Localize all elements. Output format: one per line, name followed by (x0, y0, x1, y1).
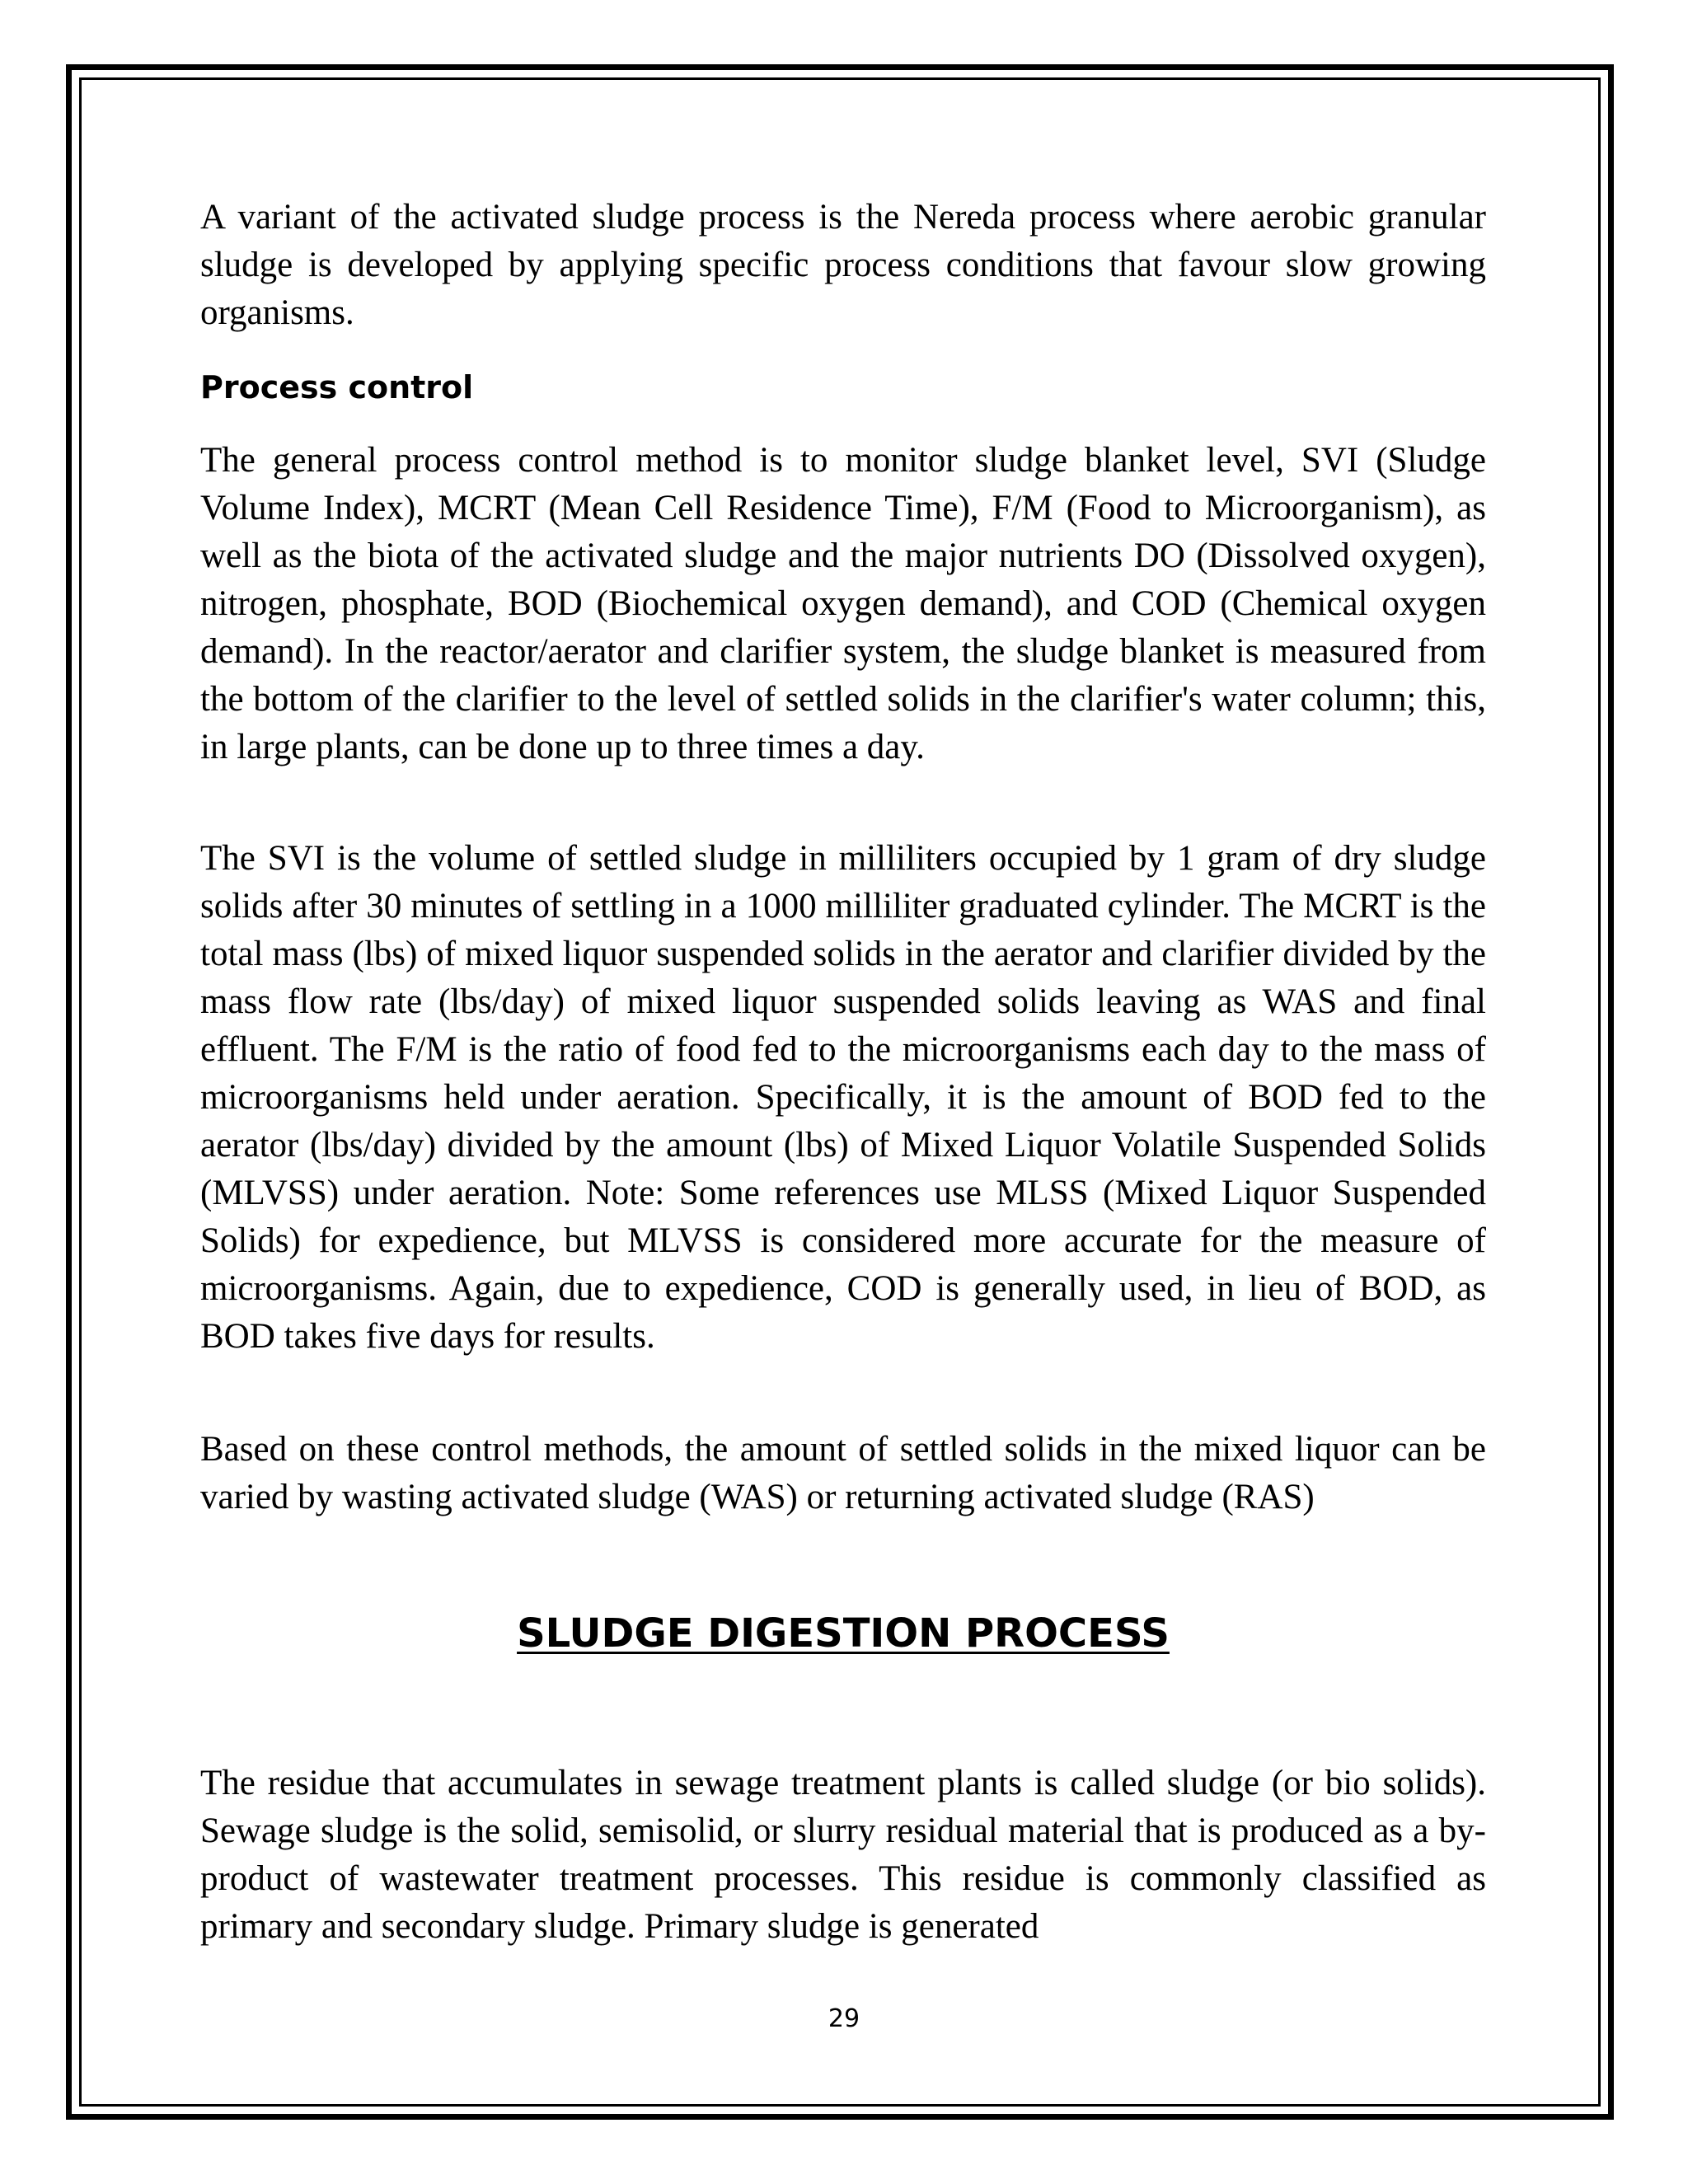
paragraph-process-control-method: The general process control method is to monitor sludge blanket level, SVI (Sludge Volume Index), MCRT (Mean Cell Residence Time), F/M (Food to Microorganism), as well as the biota of the activated sludge and the major nutrients DO (Dissolved oxygen), nitrogen, phosphate, BOD (Biochemical oxygen demand), and COD (Chemical oxygen demand). In the reactor/aerator and clarifier system, the sludge blanket is measured from the bottom of the clarifier to the level of settled solids in the clarifier's water column; this, in large plants, can be done up to three times a day. (200, 441, 1486, 766)
subheading-process-control: Process control (200, 369, 474, 405)
paragraph-sludge-residue: The residue that accumulates in sewage treatment plants is called sludge (or bio solids). Sewage sludge is the solid, semisolid, or slurry residual material that is produced as a by-product of wastewater treatment processes. This residue is commonly classified as primary and secondary sludge. Primary sludge is generated (200, 1764, 1486, 1946)
paragraph-svi-mcrt-fm: The SVI is the volume of settled sludge in milliliters occupied by 1 gram of dry sludge solids after 30 minutes of settling in a 1000 milliliter graduated cylinder. The MCRT is the total mass (lbs) of mixed liquor suspended solids in the aerator and clarifier divided by the mass flow rate (lbs/day) of mixed liquor suspended solids leaving as WAS and final effluent. The F/M is the ratio of food fed to the microorganisms each day to the mass of microorganisms held under aeration. Specifically, it is the amount of BOD fed to the aerator (lbs/day) divided by the amount (lbs) of Mixed Liquor Volatile Suspended Solids (MLVSS) under aeration. Note: Some references use MLSS (Mixed Liquor Suspended Solids) for expedience, but MLVSS is considered more accurate for the measure of microorganisms. Again, due to expedience, COD is generally used, in lieu of BOD, as BOD takes five days for results. (200, 839, 1486, 1356)
page-number: 29 (828, 2004, 860, 2033)
paragraph-nereda: A variant of the activated sludge process is the Nereda process where aerobic granular sludge is developed by applying specific process conditions that favour slow growing organisms. (200, 198, 1486, 332)
section-heading-sludge-digestion: SLUDGE DIGESTION PROCESS (517, 1610, 1170, 1657)
paragraph-control-methods: Based on these control methods, the amount of settled solids in the mixed liquor can be varied by wasting activated sludge (WAS) or returning activated sludge (RAS) (200, 1430, 1486, 1516)
